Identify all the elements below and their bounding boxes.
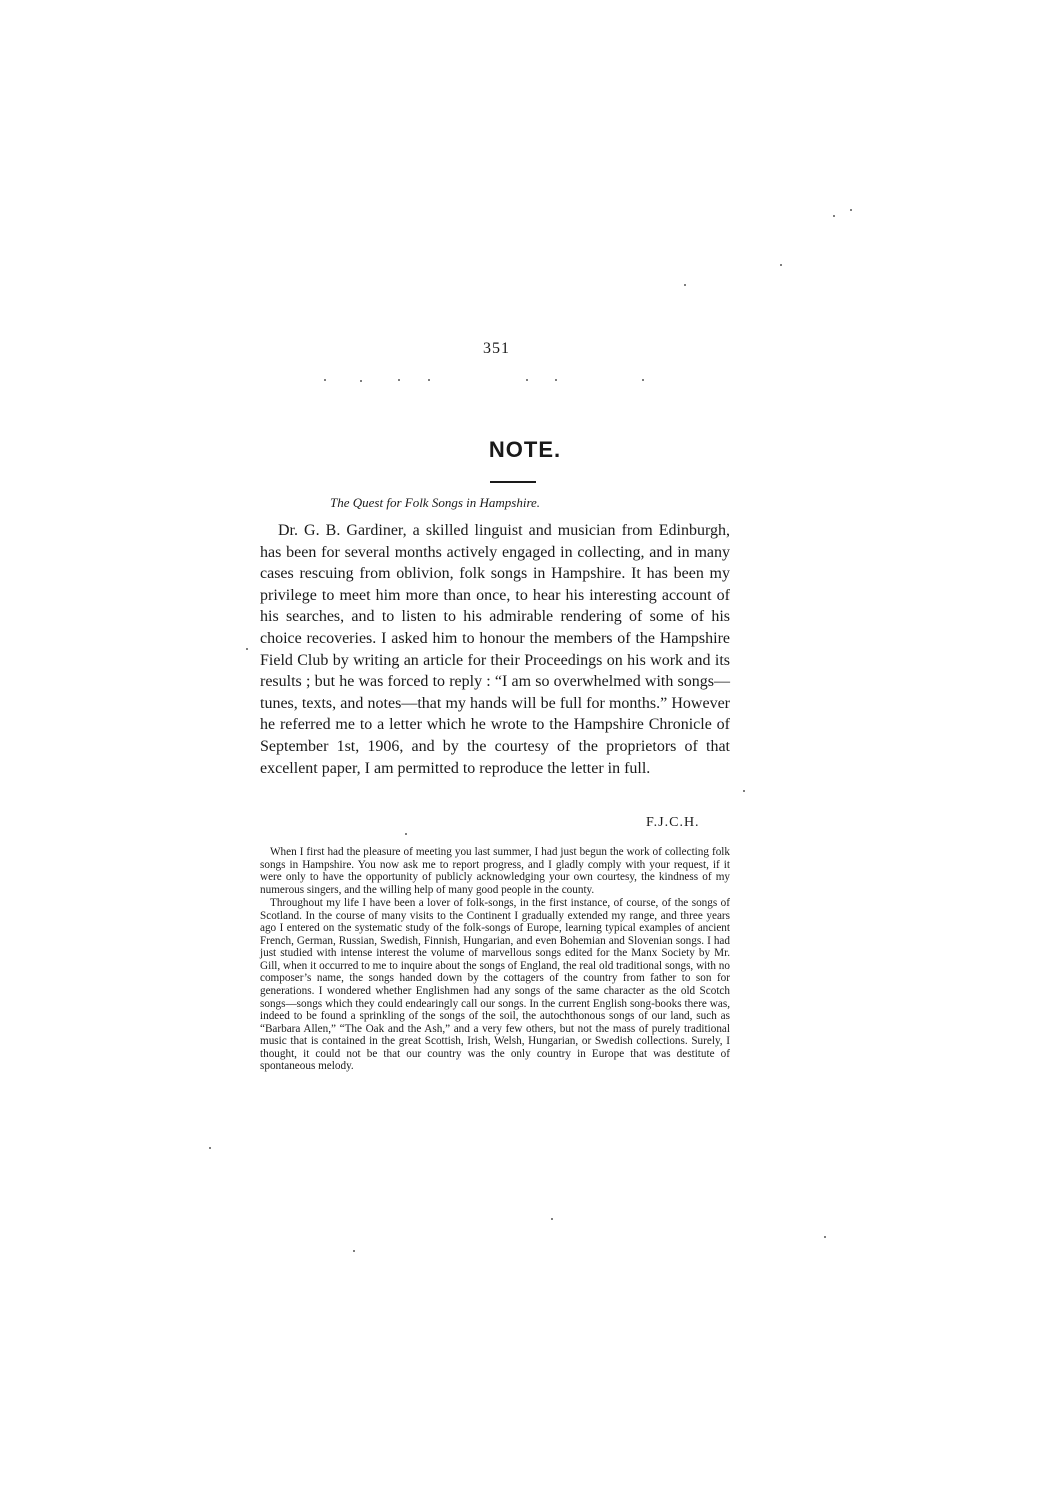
scan-speck: [684, 284, 686, 286]
scan-speck: [209, 1147, 211, 1149]
scan-speck: [353, 1250, 355, 1252]
scan-speck: [824, 1236, 826, 1238]
scan-speck: [743, 790, 745, 792]
letter-paragraph: Throughout my life I have been a lover of folk-songs, in the first instance, of course, of the songs of Scotland. In the course of many visits to the Continent I gradually extended my range, and three years ago I entered on the systematic study of the folk-songs of Europe, learning typical examples of ancient French, German, Russian, Swedish, Finnish, Hungarian, and even Bohemian and Slovenian songs. I had just studied with intense interest the volume of marvellous songs edited for the Manx Society by Mr. Gill, when it occurred to me to inquire about the songs of England, the real old traditional songs, with no composer’s name, the songs handed down by the cottagers of the country from father to son for generations. I wondered whether Englishmen had any songs of the same character as the old Scotch songs—songs which they could endearingly call our songs. In the current English song-books there was, indeed to be found a sprinkling of the songs of the soil, the autochthonous songs of our land, such as “Barbara Allen,” “The Oak and the Ash,” and a very few others, but not the mass of purely traditional music that is contained in the great Scottish, Irish, Welsh, Hungarian, or Swedish collections. Surely, I thought, it could not be that our country was the only country in Europe that was destitute of spontaneous melody.: [260, 897, 730, 1073]
author-initials: F.J.C.H.: [646, 815, 700, 830]
scan-speck: [405, 833, 407, 835]
scan-speck: [642, 379, 644, 381]
scan-speck: [526, 379, 528, 381]
scan-speck: [360, 380, 362, 382]
scan-speck: [551, 1218, 553, 1220]
scan-speck: [833, 215, 835, 217]
page-number: 351: [483, 340, 510, 357]
note-body: Dr. G. B. Gardiner, a skilled linguist and musician from Edinburgh, has been for several months actively engaged in collecting, and in many cases rescuing from oblivion, folk songs in Hampshire. It has been my privilege to meet him more than once, to hear his interesting account of his searches, and to listen to his admirable rendering of some of his choice recoveries. I asked him to honour the members of the Hampshire Field Club by writing an article for their Proceedings on his work and its results ; but he was forced to reply : “I am so overwhelmed with songs—tunes, texts, and notes—that my hands will be full for months.” However he referred me to a letter which he wrote to the Hampshire Chronicle of September 1st, 1906, and by the courtesy of the proprietors of that excellent paper, I am permitted to reproduce the letter in full.: [260, 522, 730, 777]
letter-text: [260, 846, 730, 1073]
scan-speck: [428, 379, 430, 381]
scan-speck: [246, 648, 248, 650]
scan-speck: [398, 379, 400, 381]
scan-speck: [324, 379, 326, 381]
scan-speck: [780, 264, 782, 266]
page-title: NOTE.: [488, 437, 562, 462]
note-subtitle: The Quest for Folk Songs in Hampshire.: [330, 495, 541, 510]
title-divider: [490, 481, 536, 483]
scan-speck: [555, 379, 557, 381]
letter-paragraph: When I first had the pleasure of meeting you last summer, I had just begun the work of collecting folk songs in Hampshire. You now ask me to report progress, and I gladly comply with your request, if it were only to have the opportunity of publicly acknowledging your own courtesy, the kindness of my numerous singers, and the willing help of many good people in the county.: [260, 846, 730, 896]
scan-speck: [850, 209, 852, 211]
